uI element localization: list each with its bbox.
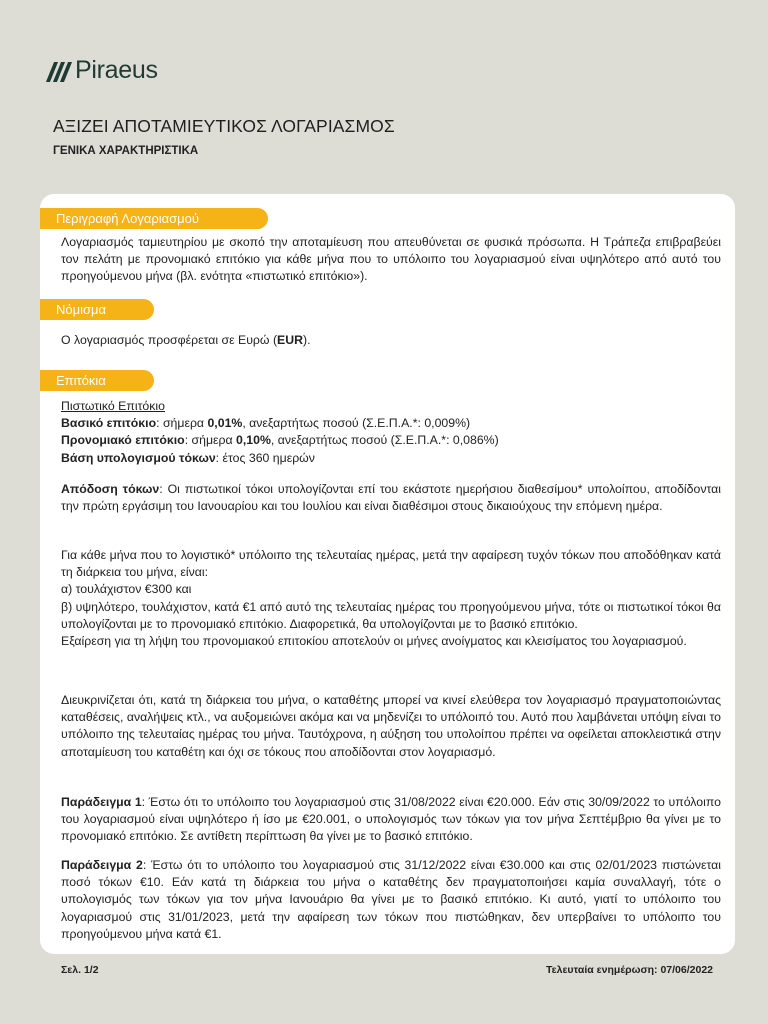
premium-rate-line: Προνομιακό επιτόκιο: σήμερα 0,10%, ανεξαρτήτως ποσού (Σ.Ε.Π.Α.*: 0,086%) <box>61 433 499 448</box>
piraeus-logo <box>50 56 158 85</box>
example-1: Παράδειγμα 1: Έστω ότι το υπόλοιπο του λογαριασμού στις 31/08/2022 είναι €20.000. Εάν στις 30/09/2022 το υπόλοιπο του λογαριασμού είναι υψηλότερο ή ίσο με €20.001, ο υπολογισμός των τόκων για τον μήνα Σεπτέμβριο θα γίνει με το προνομιακό επιτόκιο. Σε αντίθετη περίπτωση θα γίνει με το βασικό επιτόκιο. <box>61 795 721 844</box>
document-title: ΑΞΙΖΕΙ ΑΠΟΤΑΜΙΕΥΤΙΚΟΣ ΛΟΓΑΡΙΑΣΜΟΣ <box>53 116 395 136</box>
condition-block: Για κάθε μήνα που το λογιστικό* υπόλοιπο της τελευταίας ημέρας, μετά την αφαίρεση τυχόν τόκων που αποδόθηκαν κατά τη διάρκεια του μήνα, είναι: α) τουλάχιστον €300 και β) υψηλότερο, τουλάχιστον, κατά €1 από αυτό της τελευταίας ημέρας του προηγούμενου μήνα, τότε οι πιστωτικοί τόκοι θα υπολογίζονται με το προνομιακό επιτόκιο. Διαφορετικά, θα υπολογίζονται με το βασικό επιτόκιο. Εξαίρεση για τη λήψη του προνομιακού επιτοκίου αποτελούν οι μήνες ανοίγματος και κλεισίματος του λογαριασμού. <box>61 548 721 649</box>
example-2: Παράδειγμα 2: Έστω ότι το υπόλοιπο του λογαριασμού στις 31/12/2022 είναι €30.000 και στις 02/01/2023 πιστώνεται ποσό τόκων €10. Εάν κατά τη διάρκεια του μήνα ο καταθέτης δεν πραγματοποιήσει καμία συναλλαγή, τότε ο υπολογισμός των τόκων για τον μήνα Ιανουάριο θα γίνει με το βασικό επιτόκιο. Κι αυτό, γιατί το υπόλοιπο του λογαριασμού στις 31/01/2023, μετά την αφαίρεση των τόκων που πιστώθηκαν, δεν υπερβαίνει το υπόλοιπο του προηγούμενου μήνα κατά €1. <box>61 858 721 941</box>
basis-line: Βάση υπολογισμού τόκων: έτος 360 ημερών <box>61 450 315 465</box>
piraeus-logo-icon <box>50 62 68 82</box>
credit-rate-heading: Πιστωτικό Επιτόκιο <box>61 399 165 413</box>
payout-text: Απόδοση τόκων: Οι πιστωτικοί τόκοι υπολογίζονται επί του εκάστοτε ημερήσιου διαθεσίμου* υπολοίπου, αποδίδονται την πρώτη εργάσιμη του Ιανουαρίου και του Ιουλίου και είναι διαθέσιμοι στους δικαιούχους την επόμενη ημέρα. <box>61 482 722 514</box>
last-updated: Τελευταία ενημέρωση: 07/06/2022 <box>545 964 713 976</box>
description-text: Λογαριασμός ταμιευτηρίου με σκοπό την αποταμίευση που απευθύνεται σε φυσικά πρόσωπα. Η Τράπεζα επιβραβεύει τον πελάτη με προνομιακό επιτόκιο για κάθε μήνα που το υπόλοιπο του λογαριασμού είναι υψηλότερο από αυτό του προηγούμενου μήνα (βλ. ενότητα «πιστωτικό επιτόκιο»). <box>61 235 721 284</box>
clarification-text: Διευκρινίζεται ότι, κατά τη διάρκεια του μήνα, ο καταθέτης μπορεί να κινεί ελεύθερα τον λογαριασμό πραγματοποιώντας καταθέσεις, αναλήψεις κτλ., να αυξομειώνει ακόμα και να μηδενίζει το υπόλοιπό του. Αυτό που λαμβάνεται υπόψη είναι το υπόλοιπο της τελευταίας ημέρας του μήνα. Ταυτόχρονα, η αύξηση του υπολοίπου πρέπει να οφείλεται αποκλειστικά στην αποταμίευση του καταθέτη και όχι σε τόκους που αποδίδονται στον λογαριασμό. <box>61 693 721 759</box>
document-subtitle: ΓΕΝΙΚΑ ΧΑΡΑΚΤΗΡΙΣΤΙΚΑ <box>53 145 199 157</box>
section-tag-description: Περιγραφή Λογαριασμού <box>40 208 268 229</box>
rates-block <box>61 398 721 467</box>
brand-name: Piraeus <box>75 56 158 84</box>
currency-text: Ο λογαριασμός προσφέρεται σε Ευρώ (EUR). <box>61 333 311 347</box>
section-tag-currency: Νόμισμα <box>40 299 154 320</box>
section-tag-rates: Επιτόκια <box>40 370 154 391</box>
basic-rate-line: Βασικό επιτόκιο: σήμερα 0,01%, ανεξαρτήτως ποσού (Σ.Ε.Π.Α.*: 0,009%) <box>61 416 471 431</box>
page-number: Σελ. 1/2 <box>61 964 99 976</box>
